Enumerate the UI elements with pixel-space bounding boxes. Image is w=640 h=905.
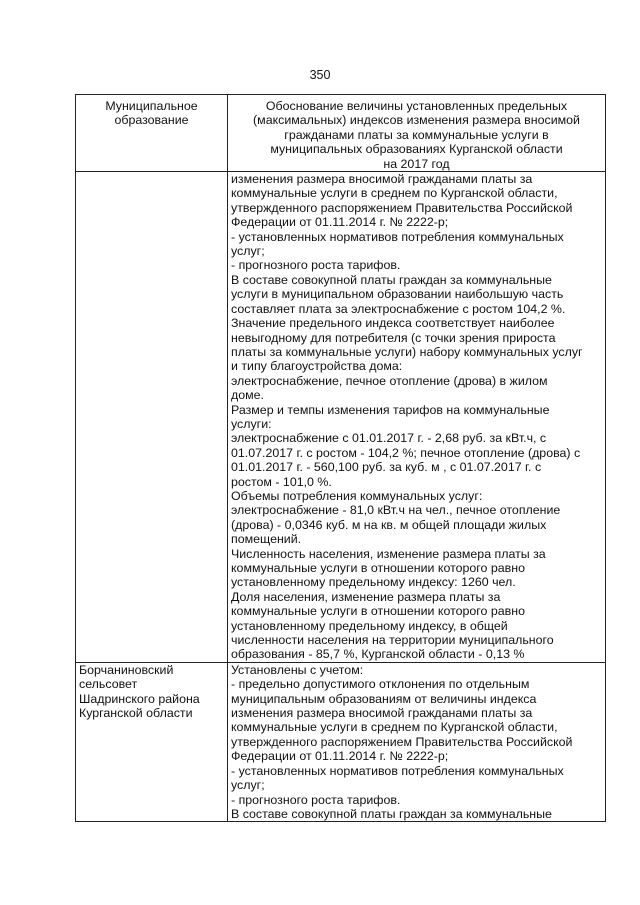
text-line: Федерации от 01.11.2014 г. № 2222-р; — [231, 749, 449, 764]
justification-text — [231, 663, 602, 821]
header-text-line: на 2017 год — [383, 156, 450, 171]
header-text-line: Обоснование величины установленных предельных — [265, 99, 568, 113]
text-line: установленному предельному индексу, в общей — [231, 618, 508, 633]
justification-text — [231, 172, 602, 662]
text-line: утвержденного распоряжением Правительства Российской — [231, 200, 573, 215]
text-line: ростом - 101,0 %. — [231, 474, 332, 489]
justification-text-cell — [228, 172, 606, 663]
text-line: изменения размера вносимой гражданами платы за — [231, 706, 533, 721]
text-line: Установлены с учетом: — [231, 662, 364, 677]
text-line: электроснабжение, печное отопление (дрова) в жилом — [231, 373, 548, 388]
municipality-name — [79, 663, 224, 721]
text-line: образования - 85,7 %, Курганской области - 0,13 % — [231, 647, 525, 662]
text-line: - предельно допустимого отклонения по отдельным — [231, 677, 530, 692]
header-text-line: муниципальных образованиях Курганской области — [270, 142, 563, 157]
text-line: изменения размера вносимой гражданами платы за — [231, 172, 533, 187]
header-municipality-cell — [76, 95, 228, 172]
text-line: и типу благоустройства дома: — [231, 359, 403, 374]
text-line: электроснабжение - 81,0 кВт.ч на чел., печное отопление — [231, 503, 561, 518]
text-line: невыгодному для потребителя (с точки зрения прироста — [231, 330, 556, 345]
justification-text-cell — [228, 662, 606, 821]
header-text-line: образование — [114, 113, 189, 128]
municipality-name-line: Курганской области — [79, 706, 193, 721]
municipality-name-line: Борчаниновский — [79, 662, 174, 677]
text-line: коммунальные услуги в среднем по Курганской области, — [231, 186, 558, 201]
text-line: установленному предельному индексу: 1260 чел. — [231, 575, 516, 590]
text-line: численности населения на территории муниципального — [231, 633, 554, 648]
text-line: В составе совокупной платы граждан за коммунальные — [231, 806, 552, 821]
municipality-name-line: сельсовет — [79, 677, 138, 692]
text-line: коммунальные услуги в отношении которого равно — [231, 604, 525, 619]
text-line: Численность населения, изменение размера платы за — [231, 546, 546, 561]
text-line: услуг; — [231, 778, 265, 793]
header-municipality-text — [79, 99, 224, 128]
text-line: (дрова) - 0,0346 куб. м на кв. м общей площади жилых — [231, 517, 547, 532]
municipality-name-cell — [76, 172, 228, 663]
table-header-row — [76, 95, 606, 172]
text-line: Объемы потребления коммунальных услуг: — [231, 488, 483, 503]
text-line: - установленных нормативов потребления коммунальных — [231, 763, 564, 778]
header-text-line: гражданами платы за коммунальные услуги в — [284, 127, 549, 142]
text-line: Размер и темпы изменения тарифов на коммунальные — [231, 402, 550, 417]
table-row — [76, 172, 606, 663]
text-line: электроснабжение с 01.01.2017 г. - 2,68 руб. за кВт.ч, с — [231, 431, 547, 446]
text-line: 01.07.2017 г. с ростом - 104,2 %; печное отопление (дрова) с — [231, 445, 581, 460]
text-line: составляет плата за электроснабжение с ростом 104,2 %. — [231, 301, 566, 316]
municipality-name-cell — [76, 662, 228, 821]
header-justification-text — [231, 99, 602, 171]
page-number: 350 — [309, 68, 331, 82]
text-line: муниципальным образованиям от величины индекса — [231, 691, 537, 706]
text-line: Значение предельного индекса соответствует наиболее — [231, 316, 555, 331]
text-line: платы за коммунальные услуги) набору коммунальных услуг — [231, 344, 583, 359]
text-line: доме. — [231, 388, 264, 403]
text-line: - прогнозного роста тарифов. — [231, 792, 401, 807]
text-line: услуги в муниципальном образовании наибольшую часть — [231, 287, 564, 302]
text-line: услуги: — [231, 416, 272, 431]
header-text-line: (максимальных) индексов изменения размера вносимой — [253, 113, 580, 128]
table-row — [76, 662, 606, 821]
text-line: Федерации от 01.11.2014 г. № 2222-р; — [231, 215, 449, 230]
text-line: 01.01.2017 г. - 560,100 руб. за куб. м , с 01.07.2017 г. с — [231, 460, 542, 475]
text-line: коммунальные услуги в среднем по Курганской области, — [231, 720, 558, 735]
municipality-name-line: Шадринского района — [79, 691, 200, 706]
text-line: услуг; — [231, 244, 265, 259]
tariff-justification-table — [75, 94, 606, 822]
text-line: - прогнозного роста тарифов. — [231, 258, 401, 273]
text-line: - установленных нормативов потребления коммунальных — [231, 229, 564, 244]
text-line: коммунальные услуги в отношении которого равно — [231, 561, 525, 575]
text-line: утвержденного распоряжением Правительства Российской — [231, 734, 573, 749]
text-line: Доля населения, изменение размера платы за — [231, 589, 501, 604]
header-text-line: Муниципальное — [105, 99, 198, 113]
text-line: помещений. — [231, 532, 302, 547]
text-line: В составе совокупной платы граждан за коммунальные — [231, 272, 552, 287]
header-justification-cell — [228, 95, 606, 172]
